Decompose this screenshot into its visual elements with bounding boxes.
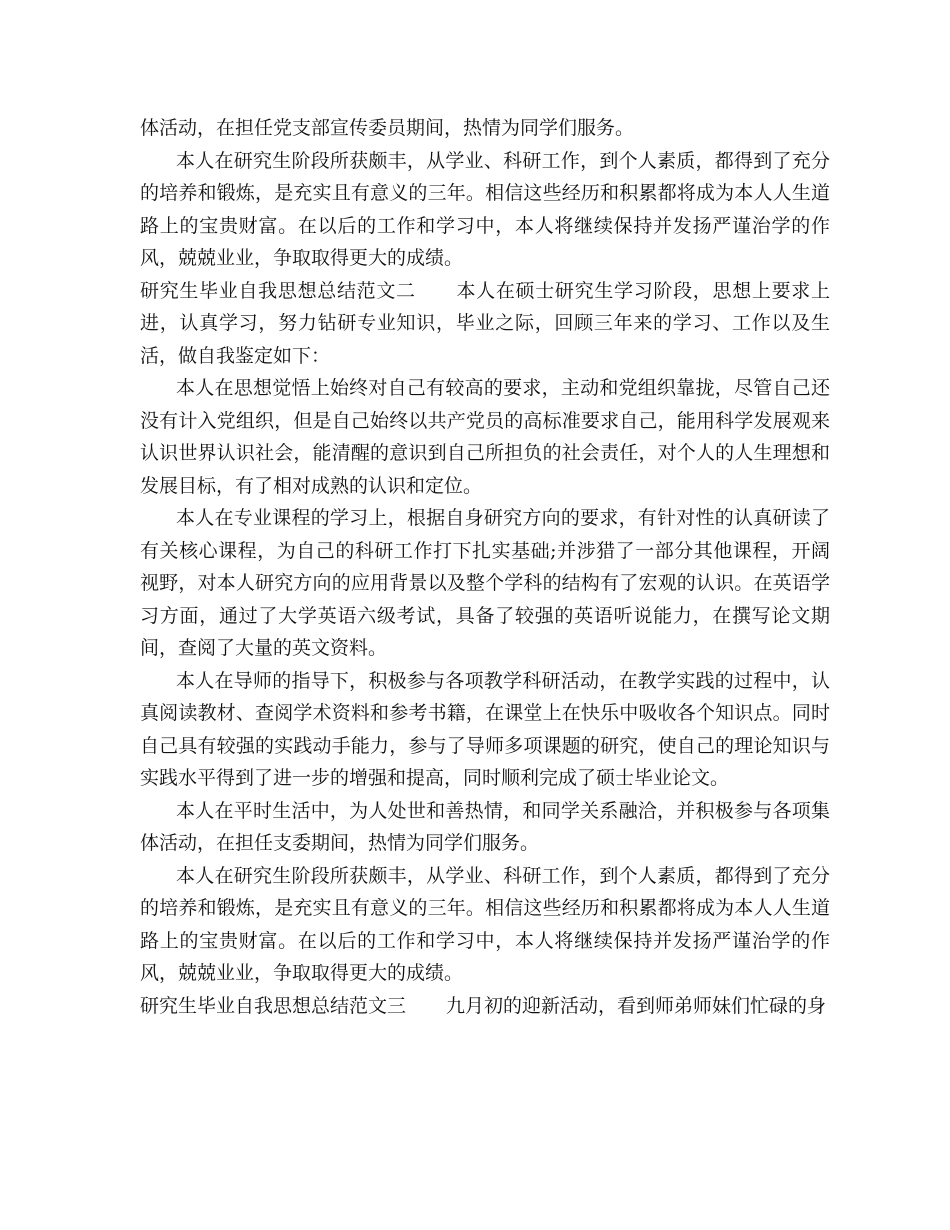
section-text: 本人在硕士研究生学习阶段，思想上要求上进，认真学习，努力钻研专业知识，毕业之际，回顾三年来的学习、工作以及生活，做自我鉴定如下：	[140, 279, 830, 367]
section-title: 研究生毕业自我思想总结范文三	[140, 994, 407, 1017]
paragraph: 体活动，在担任党支部宣传委员期间，热情为同学们服务。	[140, 117, 635, 139]
document-body	[140, 112, 830, 1022]
section-text: 九月初的迎新活动，看到师弟师妹们忙碌的身	[446, 994, 827, 1017]
paragraph: 本人在思想觉悟上始终对自己有较高的要求，主动和党组织靠拢，尽管自己还没有计入党组织，但是自己始终以共产党员的高标准要求自己，能用科学发展观来认识世界认识社会，能清醒的意识到自己所担负的社会责任，对个人的人生理想和发展目标，有了相对成熟的认识和定位。	[140, 377, 830, 497]
section-heading-line	[140, 275, 830, 373]
paragraph: 本人在研究生阶段所获颇丰，从学业、科研工作，到个人素质，都得到了充分的培养和锻炼，是充实且有意义的三年。相信这些经历和积累都将成为本人人生道路上的宝贵财富。在以后的工作和学习中，本人将继续保持并发扬严谨治学的作风，兢兢业业，争取取得更大的成绩。	[140, 149, 830, 269]
paragraph: 本人在专业课程的学习上，根据自身研究方向的要求，有针对性的认真研读了有关核心课程，为自己的科研工作打下扎实基础;并涉猎了一部分其他课程，开阔视野，对本人研究方向的应用背景以及整个学科的结构有了宏观的认识。在英语学习方面，通过了大学英语六级考试，具备了较强的英语听说能力，在撰写论文期间，查阅了大量的英文资料。	[140, 507, 830, 659]
paragraph: 本人在研究生阶段所获颇丰，从学业、科研工作，到个人素质，都得到了充分的培养和锻炼，是充实且有意义的三年。相信这些经历和积累都将成为本人人生道路上的宝贵财富。在以后的工作和学习中，本人将继续保持并发扬严谨治学的作风，兢兢业业，争取取得更大的成绩。	[140, 864, 830, 984]
section-title: 研究生毕业自我思想总结范文二	[140, 279, 416, 302]
paragraph: 本人在导师的指导下，积极参与各项教学科研活动，在教学实践的过程中，认真阅读教材、查阅学术资料和参考书籍，在课堂上在快乐中吸收各个知识点。同时自己具有较强的实践动手能力，参与了导师多项课题的研究，使自己的理论知识与实践水平得到了进一步的增强和提高，同时顺利完成了硕士毕业论文。	[140, 669, 830, 789]
section-heading-line	[140, 990, 830, 1023]
paragraph: 本人在平时生活中，为人处世和善热情，和同学关系融洽，并积极参与各项集体活动，在担任支委期间，热情为同学们服务。	[140, 799, 830, 854]
